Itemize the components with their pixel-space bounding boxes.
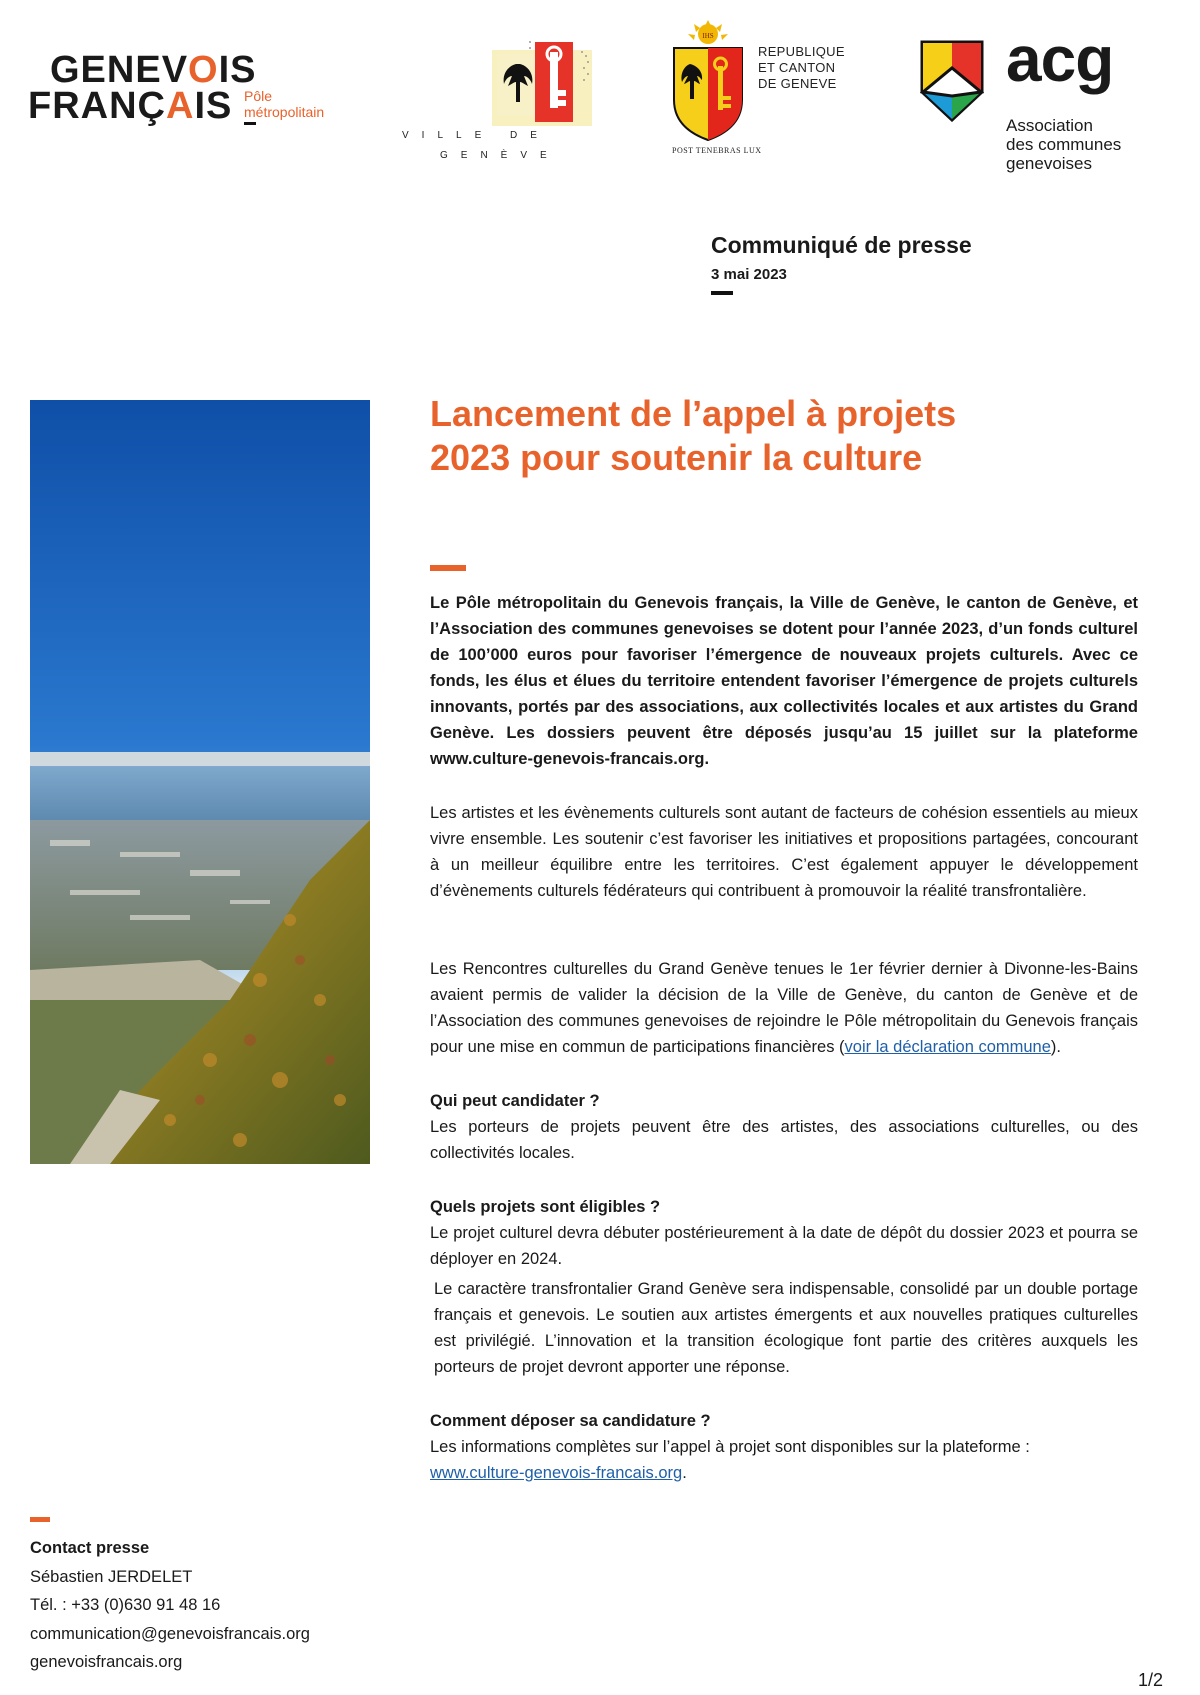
paragraph-rencontres: Les Rencontres culturelles du Grand Genève tenues le 1er février dernier à Divonne-les-Bains avaient permis de valider la décision de la Ville de Genève, du canton de Genève et de l’Association des communes genevoises de rejoindre le Pôle métropolitain du Genevois français pour une mise en commun de participations financières (voir la déclaration commune). [430,960,1138,1056]
acg-logo [920,23,1160,173]
canton-de-geneve-logo [668,20,868,160]
contact-dash [30,1517,50,1522]
press-contact [30,1534,310,1677]
section-text: Les porteurs de projets peuvent être des artistes, des associations culturelles, ou des collectivités locales. [430,1118,1138,1162]
headline [430,392,1150,480]
genevois-logo-dash [244,122,256,125]
acg-wordmark: acg [1006,23,1114,95]
section-projets-eligibles [430,1194,1138,1272]
headline-line1: Lancement de l’appel à projets [430,393,957,434]
section-qui-peut-candidater [430,1088,1138,1166]
section-text: Le projet culturel devra débuter postérieurement à la date de dépôt du dossier 2023 et pourra se déployer en 2024. [430,1224,1138,1268]
ville-de-geneve-logo [402,38,612,168]
canton-logo-motto: POST TENEBRAS LUX [672,146,762,155]
paragraph-culture: Les artistes et les évènements culturels sont autant de facteurs de cohésion essentiels au mieux vivre ensemble. Les soutenir c’est favoriser les initiatives et propositions partagées, concourant à un meilleur équilibre entre les territoires. C’est également appuyer le développement d’évènements culturels fédérateurs qui contribuent à promouvoir la réalité transfrontalière. [430,804,1138,900]
svg-text:IHS: IHS [702,32,714,40]
press-release-title: Communiqué de presse [711,232,972,258]
section-text: Les informations complètes sur l’appel à projet sont disponibles sur la plateforme : [430,1438,1030,1456]
genevois-logo-line1: GENEVOIS [50,49,257,91]
contact-phone: Tél. : +33 (0)630 91 48 16 [30,1596,221,1614]
acg-logo-subtitle: Association des communes genevoises [1006,116,1122,173]
contact-website[interactable]: genevoisfrancais.org [30,1653,183,1671]
section-projets-eligibles-detail: Le caractère transfrontalier Grand Genève sera indispensable, consolidé par un double portage français et genevois. Le soutien aux artistes émergents et aux nouvelles pratiques culturelles est privilégié. L’innovation et la transition écologique font partie des critères auxquels les porteurs de projet devront apporter une réponse. [434,1280,1138,1376]
page-number: 1/2 [1138,1670,1164,1690]
section-heading: Comment déposer sa candidature ? [430,1412,711,1430]
ville-logo-line1: VILLE DE [402,130,550,141]
ville-logo-line2: GENÈVE [440,150,560,161]
declaration-link[interactable]: voir la déclaration commune [844,1038,1051,1056]
genevois-logo-subtitle: Pôle métropolitain [244,88,325,120]
press-release-date: 3 mai 2023 [711,266,787,283]
section-deposer-candidature: Comment déposer sa candidature ? Les informations complètes sur l’appel à projet sont disponibles sur la plateforme : www.culture-genevois-francais.org. [430,1408,1138,1486]
ville-geneve-emblem-icon [402,38,592,128]
section-heading: Quels projets sont éligibles ? [430,1198,661,1216]
contact-heading: Contact presse [30,1539,150,1557]
intro-paragraph: Le Pôle métropolitain du Genevois français, la Ville de Genève, le canton de Genève, et l’Association des communes genevoises se dotent pour l’année 2023, d’un fonds culturel de 100’000 euros pour favoriser l’émergence de nouveaux projets culturels. Avec ce fonds, les élus et élues du territoire entendent favoriser l’émergence de projets culturels innovants, portés par des associations, aux collectivités locales et aux artistes du Grand Genève. Les dossiers peuvent être déposés jusqu’au 15 juillet sur la plateforme www.culture-genevois-francais.org. [430,594,1138,768]
contact-name: Sébastien JERDELET [30,1567,193,1586]
section-heading: Qui peut candidater ? [430,1092,600,1110]
header-dash [711,291,733,295]
platform-link[interactable]: www.culture-genevois-francais.org [430,1464,683,1482]
headline-dash [430,565,466,571]
landscape-photo [30,400,370,1164]
canton-logo-text: REPUBLIQUE ET CANTON DE GENEVE [758,44,845,91]
genevois-francais-logo [28,50,348,130]
contact-email[interactable]: communication@genevoisfrancais.org [30,1624,310,1643]
geneva-coat-of-arms-icon [668,20,748,144]
aerial-landscape-image [30,400,370,1164]
acg-shield-icon [920,40,984,122]
genevois-logo-line2: FRANÇAIS [28,85,233,127]
headline-line2: 2023 pour soutenir la culture [430,437,923,478]
